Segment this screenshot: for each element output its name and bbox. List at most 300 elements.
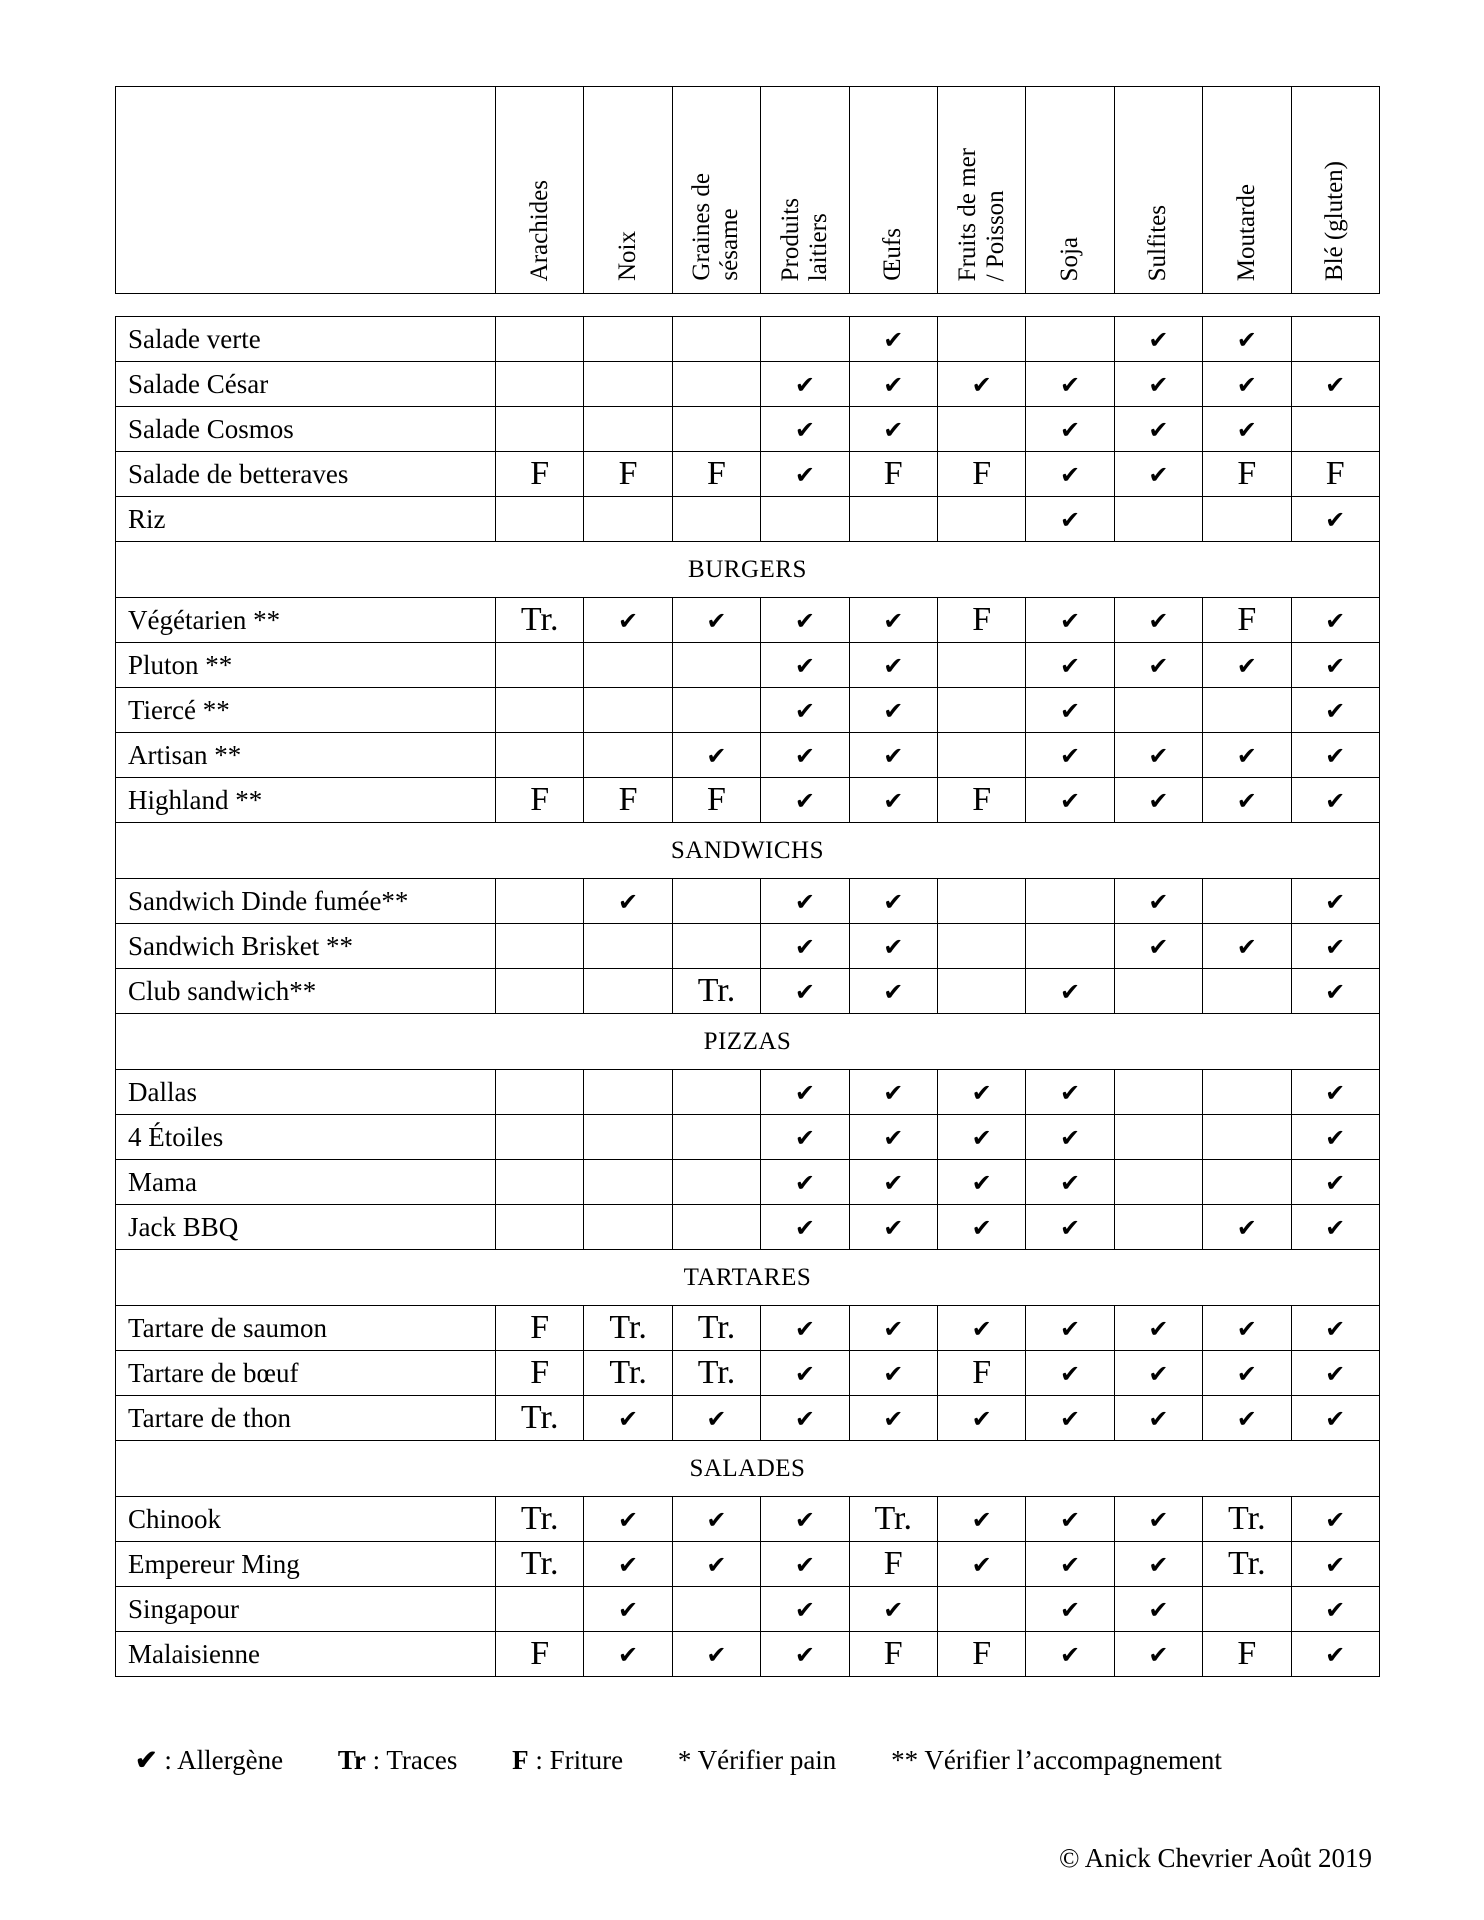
- check-icon: [1114, 407, 1202, 452]
- friture-mark: [937, 1351, 1025, 1396]
- mark-glyph: ✔: [794, 698, 815, 725]
- column-header-label: Œufs: [879, 228, 907, 281]
- mark-glyph: Tr.: [520, 1399, 559, 1436]
- check-icon: [761, 643, 849, 688]
- check-icon: [849, 317, 937, 362]
- section-title: BURGERS: [116, 542, 1380, 598]
- mark-glyph: ✔: [883, 417, 904, 444]
- traces-mark: [672, 1306, 760, 1351]
- mark-glyph: ✔: [618, 889, 639, 916]
- table-row: [116, 643, 1380, 688]
- mark-glyph: ✔: [1148, 1507, 1169, 1534]
- empty-cell: [584, 317, 672, 362]
- mark-glyph: ✔: [1148, 1642, 1169, 1669]
- check-icon: [761, 778, 849, 823]
- mark-glyph: ✔: [1059, 1552, 1081, 1579]
- check-icon: [1114, 1306, 1202, 1351]
- check-icon: [1291, 879, 1379, 924]
- mark-glyph: F: [707, 455, 726, 492]
- dish-name: Pluton **: [116, 643, 496, 688]
- empty-cell: [496, 969, 584, 1014]
- dish-name: Mama: [116, 1160, 496, 1205]
- empty-cell: [672, 407, 760, 452]
- friture-mark: [937, 598, 1025, 643]
- empty-cell: [1114, 688, 1202, 733]
- mark-glyph: F: [1237, 455, 1257, 492]
- check-icon: [1291, 924, 1379, 969]
- mark-glyph: ✔: [1059, 1080, 1081, 1107]
- empty-cell: [496, 1587, 584, 1632]
- check-icon: [1291, 733, 1379, 778]
- dish-name: Dallas: [116, 1070, 496, 1115]
- mark-glyph: ✔: [1236, 1215, 1257, 1242]
- check-icon: [1114, 1542, 1202, 1587]
- check-icon: [1026, 362, 1114, 407]
- mark-glyph: ✔: [1236, 743, 1257, 770]
- check-icon: [1026, 1396, 1114, 1441]
- empty-cell: [584, 362, 672, 407]
- mark-glyph: ✔: [1325, 1642, 1346, 1669]
- mark-glyph: F: [618, 781, 638, 818]
- check-icon: [761, 879, 849, 924]
- empty-cell: [937, 643, 1025, 688]
- mark-glyph: F: [883, 1635, 903, 1672]
- legend-traces: [338, 1745, 458, 1775]
- legend-allergen-text: : Allergène: [157, 1745, 284, 1775]
- column-header: [937, 87, 1025, 294]
- section-title: SALADES: [116, 1441, 1380, 1497]
- mark-glyph: ✔: [794, 979, 815, 1006]
- check-icon: [937, 1115, 1025, 1160]
- column-header-label: Moutarde: [1232, 183, 1260, 281]
- mark-glyph: ✔: [706, 1507, 727, 1534]
- mark-glyph: ✔: [1059, 608, 1081, 635]
- mark-glyph: F: [883, 1545, 903, 1582]
- empty-cell: [849, 497, 937, 542]
- empty-cell: [584, 1115, 672, 1160]
- mark-glyph: ✔: [1325, 372, 1346, 399]
- empty-cell: [672, 1115, 760, 1160]
- empty-cell: [672, 924, 760, 969]
- check-icon: [1291, 1160, 1379, 1205]
- mark-glyph: ✔: [1325, 1361, 1346, 1388]
- table-row: [116, 924, 1380, 969]
- mark-glyph: F: [530, 1635, 550, 1672]
- traces-mark: [496, 1396, 584, 1441]
- mark-glyph: ✔: [971, 1507, 992, 1534]
- mark-glyph: ✔: [794, 1080, 815, 1107]
- legend-accompagnement: ** Vérifier l’accompagnement: [891, 1745, 1222, 1775]
- empty-cell: [584, 1205, 672, 1250]
- column-header: [584, 87, 672, 294]
- mark-glyph: ✔: [794, 743, 815, 770]
- empty-cell: [672, 1205, 760, 1250]
- mark-glyph: Tr.: [520, 601, 559, 638]
- mark-glyph: ✔: [794, 1406, 815, 1433]
- column-header-label: Produits laitiers: [776, 197, 832, 281]
- table-row: [116, 969, 1380, 1014]
- friture-mark: [584, 778, 672, 823]
- check-icon: [849, 1587, 937, 1632]
- mark-glyph: ✔: [1325, 788, 1346, 815]
- dish-name: Chinook: [116, 1497, 496, 1542]
- mark-glyph: ✔: [1236, 417, 1257, 444]
- check-icon: [761, 362, 849, 407]
- check-icon: [849, 969, 937, 1014]
- friture-mark: [1203, 598, 1291, 643]
- table-row: [116, 733, 1380, 778]
- empty-cell: [1203, 1587, 1291, 1632]
- empty-cell: [672, 688, 760, 733]
- mark-glyph: ✔: [1148, 462, 1169, 489]
- mark-glyph: F: [618, 455, 638, 492]
- table-row: [116, 1205, 1380, 1250]
- check-icon: [937, 1070, 1025, 1115]
- check-icon: [761, 1070, 849, 1115]
- table-row: [116, 317, 1380, 362]
- mark-glyph: F: [972, 781, 992, 818]
- dish-name: Tiercé **: [116, 688, 496, 733]
- table-row: [116, 598, 1380, 643]
- mark-glyph: Tr.: [609, 1309, 647, 1346]
- friture-mark: [1203, 452, 1291, 497]
- mark-glyph: ✔: [1059, 1642, 1081, 1669]
- check-icon: [849, 1160, 937, 1205]
- check-icon: [672, 733, 760, 778]
- column-header-label: Soja: [1056, 236, 1084, 281]
- mark-glyph: ✔: [1059, 1406, 1081, 1433]
- dish-name: Tartare de bœuf: [116, 1351, 496, 1396]
- mark-glyph: ✔: [1148, 743, 1169, 770]
- check-icon: [849, 1070, 937, 1115]
- check-icon: [1291, 1587, 1379, 1632]
- check-icon: ✔: [135, 1745, 158, 1775]
- check-icon: [672, 598, 760, 643]
- check-icon: [1114, 924, 1202, 969]
- check-icon: [1026, 407, 1114, 452]
- section-header-row: [116, 1441, 1380, 1497]
- mark-glyph: ✔: [1148, 934, 1169, 961]
- mark-glyph: ✔: [1325, 698, 1346, 725]
- column-header-label: Arachides: [525, 179, 553, 281]
- empty-cell: [937, 1587, 1025, 1632]
- check-icon: [584, 1396, 672, 1441]
- mark-glyph: ✔: [883, 1406, 904, 1433]
- empty-cell: [761, 317, 849, 362]
- legend-allergen: [135, 1745, 283, 1775]
- friture-mark: [937, 452, 1025, 497]
- mark-glyph: ✔: [1236, 653, 1257, 680]
- check-icon: [1114, 317, 1202, 362]
- mark-glyph: ✔: [1148, 889, 1169, 916]
- check-icon: [1291, 1070, 1379, 1115]
- check-icon: [1114, 879, 1202, 924]
- mark-glyph: Tr.: [1228, 1545, 1266, 1582]
- check-icon: [1026, 452, 1114, 497]
- dish-name: Salade César: [116, 362, 496, 407]
- friture-mark: [849, 452, 937, 497]
- column-header-label: Blé (gluten): [1321, 160, 1349, 281]
- mark-glyph: ✔: [794, 372, 815, 399]
- column-header: [496, 87, 584, 294]
- mark-glyph: F: [972, 1354, 992, 1391]
- table-row: [116, 1115, 1380, 1160]
- check-icon: [672, 1396, 760, 1441]
- check-icon: [761, 1587, 849, 1632]
- empty-cell: [672, 643, 760, 688]
- check-icon: [1026, 643, 1114, 688]
- mark-glyph: ✔: [883, 608, 904, 635]
- mark-glyph: ✔: [1325, 608, 1346, 635]
- check-icon: [849, 1351, 937, 1396]
- check-icon: [1114, 733, 1202, 778]
- mark-glyph: ✔: [1236, 934, 1257, 961]
- mark-glyph: ✔: [1059, 1597, 1081, 1624]
- mark-glyph: ✔: [794, 462, 815, 489]
- mark-glyph: ✔: [1059, 653, 1081, 680]
- header-corner-cell: [116, 87, 496, 294]
- header-row: [116, 87, 1380, 294]
- check-icon: [761, 452, 849, 497]
- friture-mark: [672, 452, 760, 497]
- mark-glyph: ✔: [794, 1215, 815, 1242]
- traces-mark: [672, 969, 760, 1014]
- check-icon: [1291, 598, 1379, 643]
- mark-glyph: ✔: [1325, 1316, 1346, 1343]
- check-icon: [1026, 1115, 1114, 1160]
- check-icon: [1291, 1632, 1379, 1677]
- dish-name: Highland **: [116, 778, 496, 823]
- check-icon: [1291, 778, 1379, 823]
- mark-glyph: ✔: [618, 1507, 639, 1534]
- check-icon: [1203, 1396, 1291, 1441]
- empty-cell: [1203, 969, 1291, 1014]
- check-icon: [937, 1160, 1025, 1205]
- mark-glyph: ✔: [794, 1361, 815, 1388]
- mark-glyph: Tr.: [697, 1309, 736, 1346]
- check-icon: [761, 598, 849, 643]
- check-icon: [1026, 1306, 1114, 1351]
- empty-cell: [584, 733, 672, 778]
- mark-glyph: ✔: [794, 934, 815, 961]
- mark-glyph: ✔: [1059, 462, 1081, 489]
- check-icon: [1114, 598, 1202, 643]
- mark-glyph: Tr.: [697, 1354, 736, 1391]
- check-icon: [761, 407, 849, 452]
- empty-cell: [1114, 1205, 1202, 1250]
- mark-glyph: ✔: [971, 1316, 992, 1343]
- empty-cell: [937, 407, 1025, 452]
- mark-glyph: ✔: [1325, 743, 1346, 770]
- table-row: [116, 778, 1380, 823]
- check-icon: [1026, 969, 1114, 1014]
- check-icon: [937, 1396, 1025, 1441]
- dish-name: Végétarien **: [116, 598, 496, 643]
- empty-cell: [496, 1205, 584, 1250]
- section-header-row: [116, 1014, 1380, 1070]
- check-icon: [584, 598, 672, 643]
- empty-cell: [496, 643, 584, 688]
- mark-glyph: ✔: [883, 743, 904, 770]
- mark-glyph: ✔: [971, 1125, 992, 1152]
- column-header-label: Fruits de mer / Poisson: [953, 147, 1009, 281]
- mark-glyph: ✔: [1325, 1406, 1346, 1433]
- check-icon: [1026, 598, 1114, 643]
- mark-glyph: ✔: [794, 1316, 815, 1343]
- empty-cell: [1203, 1115, 1291, 1160]
- empty-cell: [1203, 1070, 1291, 1115]
- mark-glyph: Tr.: [874, 1500, 913, 1537]
- empty-cell: [672, 362, 760, 407]
- mark-glyph: F: [1237, 601, 1257, 638]
- mark-glyph: ✔: [1236, 788, 1257, 815]
- check-icon: [672, 1632, 760, 1677]
- mark-glyph: ✔: [1059, 979, 1081, 1006]
- mark-glyph: ✔: [1148, 1316, 1169, 1343]
- dish-name: Tartare de thon: [116, 1396, 496, 1441]
- check-icon: [672, 1497, 760, 1542]
- check-icon: [849, 598, 937, 643]
- check-icon: [1026, 497, 1114, 542]
- empty-cell: [1026, 924, 1114, 969]
- mark-glyph: ✔: [1325, 507, 1346, 534]
- check-icon: [1026, 1160, 1114, 1205]
- check-icon: [1203, 1306, 1291, 1351]
- check-icon: [761, 1632, 849, 1677]
- mark-glyph: ✔: [1059, 372, 1081, 399]
- mark-glyph: ✔: [706, 608, 727, 635]
- mark-glyph: ✔: [618, 1642, 639, 1669]
- mark-glyph: Tr.: [520, 1500, 559, 1537]
- mark-glyph: ✔: [1059, 1361, 1081, 1388]
- table-row: [116, 688, 1380, 733]
- check-icon: [584, 1497, 672, 1542]
- traces-mark: [1203, 1497, 1291, 1542]
- mark-glyph: ✔: [1325, 1552, 1346, 1579]
- mark-glyph: ✔: [794, 1642, 815, 1669]
- check-icon: [584, 1587, 672, 1632]
- check-icon: [937, 1205, 1025, 1250]
- check-icon: [761, 1542, 849, 1587]
- mark-glyph: ✔: [1148, 1552, 1169, 1579]
- empty-cell: [937, 924, 1025, 969]
- check-icon: [1026, 1497, 1114, 1542]
- table-row: [116, 362, 1380, 407]
- table-row: [116, 879, 1380, 924]
- mark-glyph: ✔: [794, 788, 815, 815]
- mark-glyph: ✔: [1325, 1125, 1346, 1152]
- check-icon: [672, 1542, 760, 1587]
- mark-glyph: F: [1325, 455, 1345, 492]
- empty-cell: [496, 407, 584, 452]
- check-icon: [761, 733, 849, 778]
- mark-glyph: ✔: [618, 608, 639, 635]
- check-icon: [1203, 407, 1291, 452]
- column-header-label: Graines de sésame: [688, 173, 744, 281]
- empty-cell: [672, 1070, 760, 1115]
- mark-glyph: ✔: [1325, 1215, 1346, 1242]
- empty-cell: [496, 688, 584, 733]
- mark-glyph: ✔: [1325, 653, 1346, 680]
- traces-mark: [496, 598, 584, 643]
- mark-glyph: ✔: [618, 1597, 639, 1624]
- check-icon: [937, 362, 1025, 407]
- legend-traces-symbol: Tr: [337, 1745, 366, 1775]
- friture-mark: [496, 1306, 584, 1351]
- mark-glyph: ✔: [1236, 372, 1257, 399]
- check-icon: [761, 1497, 849, 1542]
- legend-friture: [512, 1745, 623, 1775]
- check-icon: [849, 1115, 937, 1160]
- check-icon: [1114, 643, 1202, 688]
- dish-name: Salade Cosmos: [116, 407, 496, 452]
- check-icon: [1291, 1396, 1379, 1441]
- mark-glyph: ✔: [883, 372, 904, 399]
- check-icon: [1026, 1351, 1114, 1396]
- mark-glyph: ✔: [883, 1316, 904, 1343]
- mark-glyph: ✔: [706, 1406, 727, 1433]
- traces-mark: [496, 1542, 584, 1587]
- traces-mark: [584, 1351, 672, 1396]
- mark-glyph: ✔: [794, 1552, 815, 1579]
- friture-mark: [496, 452, 584, 497]
- check-icon: [1203, 778, 1291, 823]
- mark-glyph: ✔: [1059, 788, 1081, 815]
- empty-cell: [1203, 688, 1291, 733]
- check-icon: [1291, 1497, 1379, 1542]
- mark-glyph: ✔: [971, 1552, 992, 1579]
- empty-cell: [496, 1070, 584, 1115]
- check-icon: [761, 1306, 849, 1351]
- empty-cell: [496, 733, 584, 778]
- check-icon: [937, 1306, 1025, 1351]
- table-row: [116, 1351, 1380, 1396]
- check-icon: [761, 924, 849, 969]
- dish-name: Singapour: [116, 1587, 496, 1632]
- check-icon: [1114, 1396, 1202, 1441]
- mark-glyph: ✔: [1148, 417, 1169, 444]
- column-header: [1026, 87, 1114, 294]
- section-title: PIZZAS: [116, 1014, 1380, 1070]
- mark-glyph: ✔: [618, 1406, 639, 1433]
- empty-cell: [584, 1160, 672, 1205]
- friture-mark: [849, 1632, 937, 1677]
- mark-glyph: ✔: [1325, 1080, 1346, 1107]
- check-icon: [1291, 1205, 1379, 1250]
- check-icon: [761, 1115, 849, 1160]
- friture-mark: [672, 778, 760, 823]
- mark-glyph: ✔: [1325, 1597, 1346, 1624]
- empty-cell: [1114, 1160, 1202, 1205]
- dish-name: Salade de betteraves: [116, 452, 496, 497]
- mark-glyph: ✔: [1059, 743, 1081, 770]
- mark-glyph: ✔: [971, 1406, 992, 1433]
- dish-name: Club sandwich**: [116, 969, 496, 1014]
- mark-glyph: ✔: [1148, 788, 1169, 815]
- empty-cell: [496, 362, 584, 407]
- empty-cell: [1203, 879, 1291, 924]
- mark-glyph: ✔: [971, 1215, 992, 1242]
- check-icon: [761, 1396, 849, 1441]
- check-icon: [761, 1205, 849, 1250]
- empty-cell: [761, 497, 849, 542]
- mark-glyph: ✔: [883, 979, 904, 1006]
- mark-glyph: ✔: [883, 1125, 904, 1152]
- table-row: [116, 1587, 1380, 1632]
- check-icon: [1203, 317, 1291, 362]
- mark-glyph: ✔: [794, 608, 815, 635]
- dish-name: Malaisienne: [116, 1632, 496, 1677]
